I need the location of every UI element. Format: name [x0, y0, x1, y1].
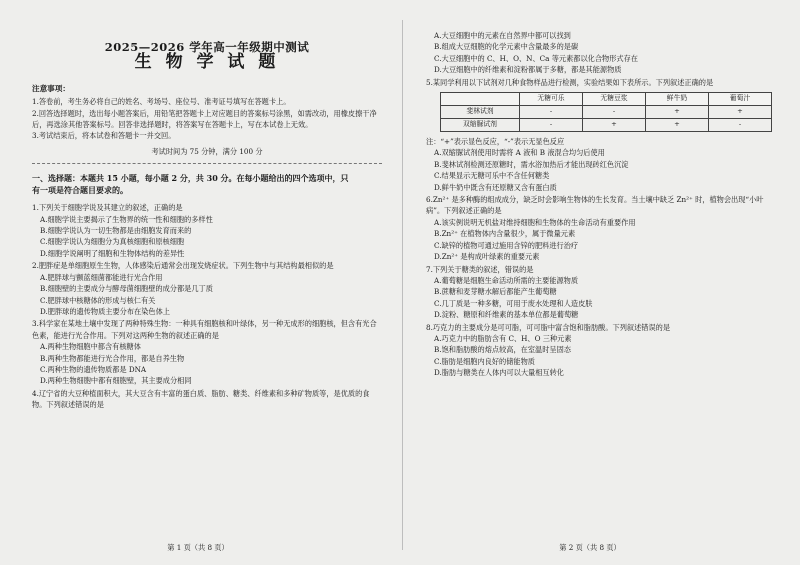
option-c: C.几丁质是一种多糖，可用于废水处理和人造皮肤	[434, 298, 593, 308]
option-d: D.肥胖球的遗传物质主要分布在染色体上	[40, 306, 170, 316]
table-cell: +	[646, 119, 709, 132]
table-row	[441, 106, 772, 119]
question-stem: 1.下列关于细胞学说及其建立的叙述，正确的是	[32, 203, 183, 213]
page-number-right: 第 2 页（共 8 页）	[559, 543, 621, 552]
question-stem: 3.科学家在某地土壤中发现了两种特殊生物：一种具有细胞核和叶绿体，另一种无成形的细胞核，但含有光合色素，能进行光合作用。下列对这两种生物的叙述正确的是	[32, 319, 377, 340]
exam-time-info: 考试时间为 75 分钟，满分 100 分	[151, 146, 263, 156]
question-7	[426, 264, 778, 321]
question-stem: 2.肥胖症是单细胞原生生物，人体感染后通常会出现发烧症状。下列生物中与其结构最相似的是	[32, 261, 334, 271]
question-8	[426, 322, 778, 379]
table-cell: +	[646, 106, 709, 119]
question-4-options	[426, 30, 778, 76]
results-table	[440, 92, 772, 132]
question-4	[32, 388, 382, 411]
option-c: C.肥胖球中核糖体的形成与核仁有关	[40, 295, 156, 305]
option-d: D.Zn²⁺ 是构成叶绿素的重要元素	[434, 252, 540, 262]
table-note: 注：“+”表示显色反应，“-”表示无显色反应	[426, 137, 565, 147]
table-header-cell: 无糖可乐	[520, 93, 583, 106]
question-6	[426, 194, 778, 262]
question-stem: 7.下列关于糖类的叙述，错误的是	[426, 264, 534, 274]
divider-rule	[32, 163, 382, 164]
table-cell: +	[709, 106, 772, 119]
section-heading: 一、选择题：本题共 15 小题，每小题 2 分，共 30 分。在每小题给出的四个选项中，只	[32, 173, 349, 184]
notice-heading: 注意事项：	[32, 83, 70, 93]
option-b: B.Zn²⁺ 在植物体内含量很少，属于微量元素	[434, 229, 576, 239]
table-header-cell	[441, 93, 520, 106]
option-d: D.淀粉、糖原和纤维素的基本单位都是葡萄糖	[434, 310, 579, 320]
column-divider	[402, 20, 403, 550]
table-cell: +	[583, 119, 646, 132]
option-a: A.大豆细胞中的元素在自然界中都可以找到	[434, 31, 571, 40]
option-b: B.斐林试剂检测还原糖时，需水浴加热后才能出现砖红色沉淀	[434, 159, 629, 169]
left-column	[32, 30, 382, 411]
question-5	[426, 77, 778, 193]
option-c: C.大豆细胞中的 C、H、O、N、Ca 等元素都以化合物形式存在	[434, 53, 638, 63]
notice-item: 1.答卷前，考生务必将自己的姓名、考场号、座位号、准考证号填写在答题卡上。	[32, 97, 291, 107]
option-b: B.组成大豆细胞的化学元素中含量最多的是碳	[434, 42, 579, 52]
option-c: C.两种生物的遗传物质都是 DNA	[40, 364, 147, 374]
table-cell: -	[520, 106, 583, 119]
question-stem: 5.某同学利用以下试剂对几种食物样品进行检测，实验结果如下表所示。下列叙述正确的是	[426, 77, 714, 87]
exam-title: 2025—2026 学年高一年级期中测试	[104, 40, 310, 54]
option-d: D.鲜牛奶中既含有还原糖又含有蛋白质	[434, 182, 557, 192]
table-cell: -	[520, 119, 583, 132]
option-d: D.大豆细胞中的纤维素和淀粉都属于多糖，都是其能源物质	[434, 65, 622, 75]
option-c: C.细胞学说认为细胞分为真核细胞和原核细胞	[40, 237, 185, 247]
question-stem: 8.巧克力的主要成分是可可脂，可可脂中富含饱和脂肪酸。下列叙述错误的是	[426, 322, 671, 332]
option-c: C.脂肪是细胞内良好的储能物质	[434, 356, 535, 366]
question-stem: 4.辽宁省的大豆种植面积大，其大豆含有丰富的蛋白质、脂肪、糖类、纤维素和多种矿物质等，是优质的食物。下列叙述错误的是	[32, 388, 370, 410]
option-b: B.蔗糖和麦芽糖水解后都能产生葡萄糖	[434, 287, 557, 297]
table-cell: 双缩脲试剂	[441, 119, 520, 132]
option-b: B.细胞壁的主要成分与酵母菌细胞壁的成分都是几丁质	[40, 284, 213, 294]
option-a: A.细胞学说主要揭示了生物界的统一性和细胞的多样性	[40, 214, 213, 224]
option-b: B.细胞学说认为一切生物都是由细胞发育而来的	[40, 226, 192, 236]
option-c: C.缺锌的植物可通过施用含锌的肥料进行治疗	[434, 240, 579, 250]
table-cell: 斐林试剂	[441, 106, 520, 119]
option-c: C.结果显示无糖可乐中不含任何糖类	[434, 171, 550, 181]
section-note: 有一项是符合题目要求的。	[32, 185, 128, 196]
question-2	[32, 260, 382, 317]
option-d: D.细胞学说阐明了细胞和生物体结构的差异性	[40, 248, 185, 258]
option-a: A.肥胖球与颤蓝细菌都能进行光合作用	[40, 272, 163, 282]
table-header-row	[441, 93, 772, 106]
option-d: D.两种生物细胞中都有细胞壁，其主要成分相同	[40, 376, 192, 386]
question-3	[32, 318, 382, 386]
notice-item: 3.考试结束后，将本试卷和答题卡一并交回。	[32, 131, 176, 141]
table-header-cell: 鲜牛奶	[646, 93, 709, 106]
notice-item: 2.回答选择题时，选出每小题答案后，用铅笔把答题卡上对应题目的答案标号涂黑，如需改动，用橡皮擦干净后，再选涂其他答案标号。回答非选择题时，将答案写在答题卡上，写在本试卷上无效。	[32, 108, 377, 130]
question-1	[32, 202, 382, 259]
option-a: A.该实例说明无机盐对维持细胞和生物体的生命活动有重要作用	[434, 217, 636, 227]
table-header-cell: 无糖豆浆	[583, 93, 646, 106]
option-a: A.两种生物细胞中都含有核糖体	[40, 342, 141, 352]
option-d: D.脂肪与糖类在人体内可以大量相互转化	[434, 368, 564, 378]
option-b: B.饱和脂肪酸的熔点较高，在室温时呈固态	[434, 345, 571, 355]
table-cell: -	[709, 119, 772, 132]
option-a: A.巧克力中的脂肪含有 C、H、O 三种元素	[434, 333, 572, 343]
option-b: B.两种生物都能进行光合作用，都是自养生物	[40, 353, 185, 363]
option-a: A.葡萄糖是细胞生命活动所需的主要能源物质	[434, 275, 579, 285]
right-column	[426, 30, 778, 379]
subject-title: 生 物 学 试 题	[134, 52, 280, 73]
page-number-left: 第 1 页（共 8 页）	[167, 543, 229, 552]
option-a: A.双缩脲试剂使用时需将 A 液和 B 液混合均匀后使用	[434, 148, 605, 158]
table-cell: -	[583, 106, 646, 119]
table-row	[441, 119, 772, 132]
question-stem: 6.Zn²⁺ 是多种酶的组成成分，缺乏时会影响生物体的生长发育。当土壤中缺乏 Zn²⁺ 时，植物会出现“小叶病”。下列叙述正确的是	[426, 195, 764, 216]
table-header-cell: 葡萄汁	[709, 93, 772, 106]
